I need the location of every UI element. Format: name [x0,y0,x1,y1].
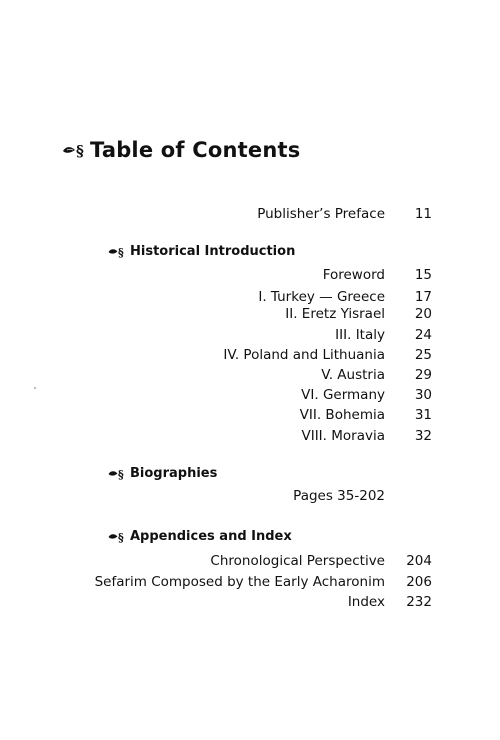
toc-entry-label: III. Italy [335,327,385,343]
section-heading-biographies [108,466,217,481]
toc-entry-label: Sefarim Composed by the Early Acharonim [94,574,385,590]
toc-entry [0,306,500,326]
toc-entry-page: 31 [414,407,432,423]
toc-entry [0,267,500,287]
toc-entry-label: Foreword [322,267,385,283]
svg-text:§: § [118,468,124,480]
toc-entry-label: I. Turkey — Greece [258,289,385,305]
section-heading-historical [108,244,295,259]
toc-entry-label: VII. Bohemia [299,407,385,423]
toc-entry [0,553,500,573]
section-heading-text: Appendices and Index [130,529,292,544]
biographies-page-range: Pages 35-202 [293,488,385,504]
toc-entry-page: 25 [414,347,432,363]
toc-entry-label: Chronological Perspective [210,553,385,569]
toc-entry-page: 17 [414,289,432,305]
toc-entry-page: 15 [414,267,432,283]
svg-text:§: § [118,531,124,543]
toc-entry-page: 24 [414,327,432,343]
toc-entry-preface [0,206,500,226]
svg-text:§: § [118,246,124,258]
toc-entry-label: V. Austria [321,367,385,383]
toc-entry-label: Publisher’s Preface [257,206,385,222]
toc-entry [0,407,500,427]
toc-entry-page: 32 [414,428,432,444]
toc-entry-page: 206 [406,574,432,590]
toc-entry-page: 11 [414,206,432,222]
toc-entry-label: Index [347,594,385,610]
toc-entry-label: VIII. Moravia [301,428,385,444]
toc-entry [0,327,500,347]
toc-entry [0,387,500,407]
toc-entry [0,428,500,448]
leaf-section-ornament-icon [108,467,126,480]
toc-entry-label: VI. Germany [301,387,385,403]
svg-text:§: § [76,142,85,159]
section-heading-appendices [108,529,292,544]
toc-entry-page: 232 [406,594,432,610]
toc-entry-page: 204 [406,553,432,569]
section-heading-text: Historical Introduction [130,244,296,259]
section-heading-text: Biographies [130,466,218,481]
toc-entry-page: 29 [414,367,432,383]
toc-entry [0,367,500,387]
toc-entry-label: IV. Poland and Lithuania [223,347,385,363]
toc-entry [0,347,500,367]
leaf-section-ornament-icon [62,141,86,159]
toc-entry-page: 30 [414,387,432,403]
toc-entry-page: 20 [414,306,432,322]
page-title-text: Table of Contents [90,138,301,162]
page-title [62,138,300,162]
toc-entry [0,594,500,614]
toc-entry-label: II. Eretz Yisrael [285,306,385,322]
leaf-section-ornament-icon [108,245,126,258]
toc-entry [0,574,500,594]
leaf-section-ornament-icon [108,530,126,543]
